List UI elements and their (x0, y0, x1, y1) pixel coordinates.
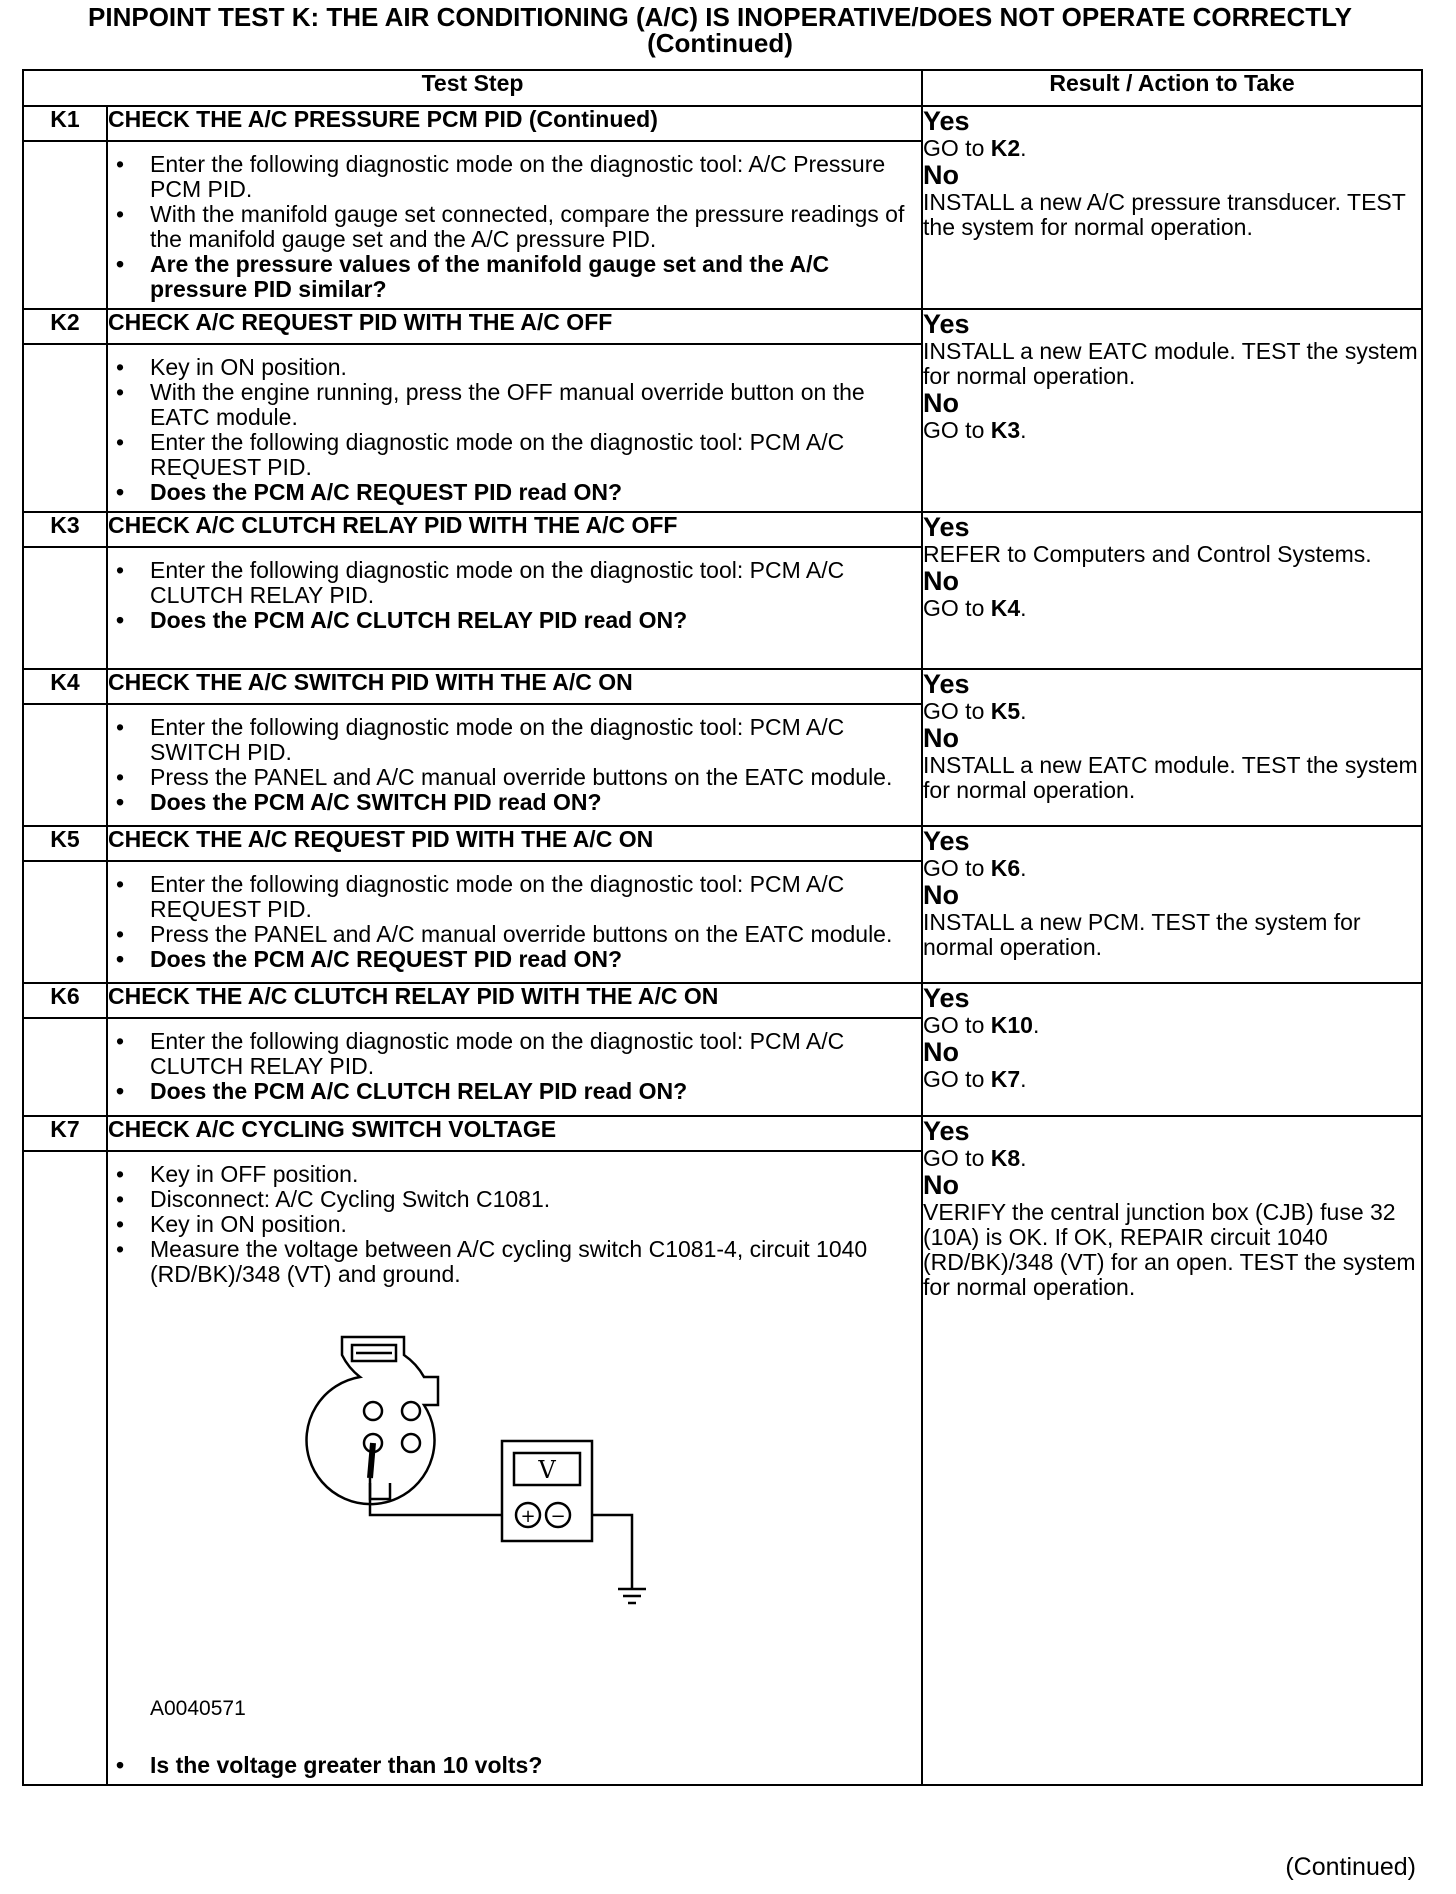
result-no-label: No (923, 160, 960, 190)
step-item-text: With the engine running, press the OFF manual override button on the EATC module. (150, 379, 865, 430)
bullet-icon: • (116, 607, 125, 633)
connector-voltmeter-illustration (270, 1293, 830, 1693)
step-item-text: Key in ON position. (150, 1211, 347, 1237)
step-question (116, 479, 911, 505)
connector-icon (307, 1337, 438, 1504)
step-body-spacer (23, 861, 107, 983)
step-item-text: Enter the following diagnostic mode on the diagnostic tool: PCM A/C CLUTCH RELAY PID. (150, 557, 845, 608)
step-item-text: Press the PANEL and A/C manual override buttons on the EATC module. (150, 921, 893, 947)
result-yes-label: Yes (923, 826, 970, 856)
result-yes-text: REFER to Computers and Control Systems. (923, 541, 1372, 567)
step-question (116, 1078, 911, 1104)
step-body (107, 861, 922, 983)
step-body (107, 1151, 922, 1785)
step-body-spacer (23, 344, 107, 512)
result-no-text: GO to (923, 417, 985, 443)
result-no-text: GO to (923, 595, 985, 621)
title-line-2: (Continued) (647, 28, 793, 58)
step-title-row (23, 669, 1422, 704)
step-item (116, 921, 911, 947)
bullet-icon: • (116, 946, 125, 972)
result-step-ref: K8 (990, 1145, 1021, 1171)
header-test-step: Test Step (23, 70, 922, 106)
result-yes-label: Yes (923, 983, 970, 1013)
pinpoint-test-table (22, 69, 1423, 1786)
step-question-text: Are the pressure values of the manifold gauge set and the A/C pressure PID similar? (150, 251, 830, 302)
step-items (116, 548, 921, 639)
bullet-icon: • (116, 151, 125, 177)
step-items (116, 1019, 921, 1110)
step-question (116, 1752, 911, 1778)
meter-plus-terminal: + (520, 1506, 536, 1527)
step-item (116, 201, 911, 252)
bullet-icon: • (116, 871, 125, 897)
result-no-action (923, 910, 1421, 960)
step-question-list (116, 1752, 921, 1784)
step-id: K6 (23, 983, 107, 1018)
bullet-icon: • (116, 764, 125, 790)
step-result (922, 106, 1422, 309)
step-item (116, 429, 911, 480)
result-no-label: No (923, 723, 960, 753)
step-question (116, 789, 911, 815)
step-id: K5 (23, 826, 107, 861)
step-title-row (23, 512, 1422, 547)
step-result (922, 826, 1422, 983)
meter-minus-terminal: − (550, 1506, 566, 1527)
step-question-text: Does the PCM A/C REQUEST PID read ON? (150, 946, 622, 972)
step-item (116, 557, 911, 608)
page-title (0, 4, 1440, 56)
bullet-icon: • (116, 1186, 125, 1212)
result-no-text: INSTALL a new EATC module. TEST the system for normal operation. (923, 752, 1418, 803)
step-title-row (23, 1116, 1422, 1151)
result-yes-action (923, 542, 1421, 567)
step-result (922, 983, 1422, 1116)
result-no-action (923, 190, 1421, 240)
result-yes-text: INSTALL a new EATC module. TEST the system for normal operation. (923, 338, 1418, 389)
result-yes-text: GO to (923, 698, 985, 724)
bullet-icon: • (116, 201, 125, 227)
result-yes-text: GO to (923, 855, 985, 881)
result-yes-action: GO to K5. (923, 698, 1027, 724)
result-yes-action: GO to K10. (923, 1012, 1040, 1038)
step-title: CHECK THE A/C SWITCH PID WITH THE A/C ON (107, 669, 922, 704)
bullet-icon: • (116, 921, 125, 947)
step-item (116, 1028, 911, 1079)
step-item (116, 1186, 911, 1212)
step-item-text: Disconnect: A/C Cycling Switch C1081. (150, 1186, 551, 1212)
step-id: K4 (23, 669, 107, 704)
step-body (107, 704, 922, 826)
step-body (107, 344, 922, 512)
step-title: CHECK A/C REQUEST PID WITH THE A/C OFF (107, 309, 922, 344)
result-no-action: GO to K3. (923, 417, 1027, 443)
bullet-icon: • (116, 1752, 125, 1778)
result-no-label: No (923, 566, 960, 596)
bullet-icon: • (116, 479, 125, 505)
step-title: CHECK THE A/C CLUTCH RELAY PID WITH THE A/C ON (107, 983, 922, 1018)
result-no-text: INSTALL a new A/C pressure transducer. TEST the system for normal operation. (923, 189, 1406, 240)
bullet-icon: • (116, 1236, 125, 1262)
step-items (116, 862, 921, 978)
voltage-test-diagram (150, 1293, 921, 1753)
step-title: CHECK A/C CLUTCH RELAY PID WITH THE A/C OFF (107, 512, 922, 547)
result-yes-text: GO to (923, 1145, 985, 1171)
step-title: CHECK THE A/C PRESSURE PCM PID (Continued) (107, 106, 922, 141)
step-item (116, 764, 911, 790)
step-item (116, 151, 911, 202)
step-title-row (23, 106, 1422, 141)
step-id: K7 (23, 1116, 107, 1151)
result-no-label: No (923, 1037, 960, 1067)
bullet-icon: • (116, 1211, 125, 1237)
result-no-label: No (923, 388, 960, 418)
step-title: CHECK A/C CYCLING SWITCH VOLTAGE (107, 1116, 922, 1151)
step-body-spacer (23, 1151, 107, 1785)
result-step-ref: K10 (990, 1012, 1033, 1038)
result-yes-action: GO to K6. (923, 855, 1027, 881)
result-no-text: GO to (923, 1066, 985, 1092)
step-item (116, 379, 911, 430)
step-item-text: Key in OFF position. (150, 1161, 359, 1187)
step-item (116, 1236, 911, 1287)
bullet-icon: • (116, 379, 125, 405)
result-no-action: GO to K4. (923, 595, 1027, 621)
step-items (116, 1152, 921, 1293)
bullet-icon: • (116, 714, 125, 740)
result-no-text: INSTALL a new PCM. TEST the system for normal operation. (923, 909, 1361, 960)
title-line-1: PINPOINT TEST K: THE AIR CONDITIONING (A/C) IS INOPERATIVE/DOES NOT OPERATE CORRECTLY (88, 2, 1352, 32)
step-item-text: With the manifold gauge set connected, compare the pressure readings of the manifold gauge set and the A/C pressure PID. (150, 201, 905, 252)
ground-symbol-icon (618, 1589, 646, 1603)
header-result-action: Result / Action to Take (922, 70, 1422, 106)
step-item (116, 1161, 911, 1187)
bullet-icon: • (116, 789, 125, 815)
bullet-icon: • (116, 354, 125, 380)
bullet-icon: • (116, 251, 125, 277)
step-item (116, 714, 911, 765)
result-yes-action: GO to K8. (923, 1145, 1027, 1171)
result-no-action (923, 753, 1421, 803)
result-step-ref: K2 (990, 135, 1021, 161)
step-item (116, 354, 911, 380)
step-item-text: Enter the following diagnostic mode on the diagnostic tool: PCM A/C REQUEST PID. (150, 429, 845, 480)
result-yes-text: GO to (923, 135, 985, 161)
step-item-text: Measure the voltage between A/C cycling switch C1081-4, circuit 1040 (RD/BK)/348 (VT) and ground. (150, 1236, 868, 1287)
step-result (922, 512, 1422, 669)
steps-body (23, 106, 1422, 1785)
step-item (116, 871, 911, 922)
step-question (116, 946, 911, 972)
result-yes-action (923, 339, 1421, 389)
result-yes-text: GO to (923, 1012, 985, 1038)
step-question-text: Is the voltage greater than 10 volts? (150, 1752, 543, 1778)
bullet-icon: • (116, 557, 125, 583)
step-body-spacer (23, 547, 107, 669)
bullet-icon: • (116, 429, 125, 455)
result-no-action (923, 1200, 1421, 1300)
result-yes-label: Yes (923, 106, 970, 136)
step-question-text: Does the PCM A/C SWITCH PID read ON? (150, 789, 602, 815)
continued-footer: (Continued) (1285, 1853, 1416, 1881)
step-result (922, 669, 1422, 826)
step-result (922, 1116, 1422, 1785)
result-step-ref: K7 (990, 1066, 1021, 1092)
step-body-spacer (23, 704, 107, 826)
step-id: K3 (23, 512, 107, 547)
step-body-spacer (23, 1018, 107, 1116)
result-no-label: No (923, 1170, 960, 1200)
step-items (116, 142, 921, 308)
step-item-text: Enter the following diagnostic mode on the diagnostic tool: A/C Pressure PCM PID. (150, 151, 886, 202)
step-title-row (23, 983, 1422, 1018)
result-step-ref: K4 (990, 595, 1021, 621)
step-items (116, 345, 921, 511)
step-item-text: Key in ON position. (150, 354, 347, 380)
step-title: CHECK THE A/C REQUEST PID WITH THE A/C ON (107, 826, 922, 861)
bullet-icon: • (116, 1028, 125, 1054)
step-body (107, 1018, 922, 1116)
result-no-text: VERIFY the central junction box (CJB) fuse 32 (10A) is OK. If OK, REPAIR circuit 1040 (RD/BK)/348 (VT) for an open. TEST the system for normal operation. (923, 1199, 1416, 1300)
step-question-text: Does the PCM A/C REQUEST PID read ON? (150, 479, 622, 505)
table-header-row (23, 70, 1422, 106)
step-question-text: Does the PCM A/C CLUTCH RELAY PID read ON? (150, 1078, 688, 1104)
result-yes-label: Yes (923, 309, 970, 339)
bullet-icon: • (116, 1078, 125, 1104)
step-item-text: Enter the following diagnostic mode on the diagnostic tool: PCM A/C REQUEST PID. (150, 871, 845, 922)
voltmeter-symbol: V (538, 1456, 556, 1484)
step-item-text: Press the PANEL and A/C manual override buttons on the EATC module. (150, 764, 893, 790)
step-body (107, 141, 922, 309)
result-no-action: GO to K7. (923, 1066, 1027, 1092)
step-item (116, 1211, 911, 1237)
result-yes-label: Yes (923, 669, 970, 699)
step-title-row (23, 826, 1422, 861)
result-yes-label: Yes (923, 1116, 970, 1146)
step-question (116, 607, 911, 633)
result-step-ref: K5 (990, 698, 1021, 724)
result-step-ref: K6 (990, 855, 1021, 881)
result-yes-label: Yes (923, 512, 970, 542)
step-item-text: Enter the following diagnostic mode on the diagnostic tool: PCM A/C SWITCH PID. (150, 714, 845, 765)
step-body (107, 547, 922, 669)
step-body-spacer (23, 141, 107, 309)
step-item-text: Enter the following diagnostic mode on the diagnostic tool: PCM A/C CLUTCH RELAY PID. (150, 1028, 845, 1079)
step-title-row (23, 309, 1422, 344)
step-items (116, 705, 921, 821)
figure-id: A0040571 (150, 1697, 246, 1720)
result-yes-action: GO to K2. (923, 135, 1027, 161)
step-id: K2 (23, 309, 107, 344)
step-id: K1 (23, 106, 107, 141)
step-question-text: Does the PCM A/C CLUTCH RELAY PID read ON? (150, 607, 688, 633)
step-result (922, 309, 1422, 512)
result-step-ref: K3 (990, 417, 1021, 443)
bullet-icon: • (116, 1161, 125, 1187)
step-question (116, 251, 911, 302)
result-no-label: No (923, 880, 960, 910)
